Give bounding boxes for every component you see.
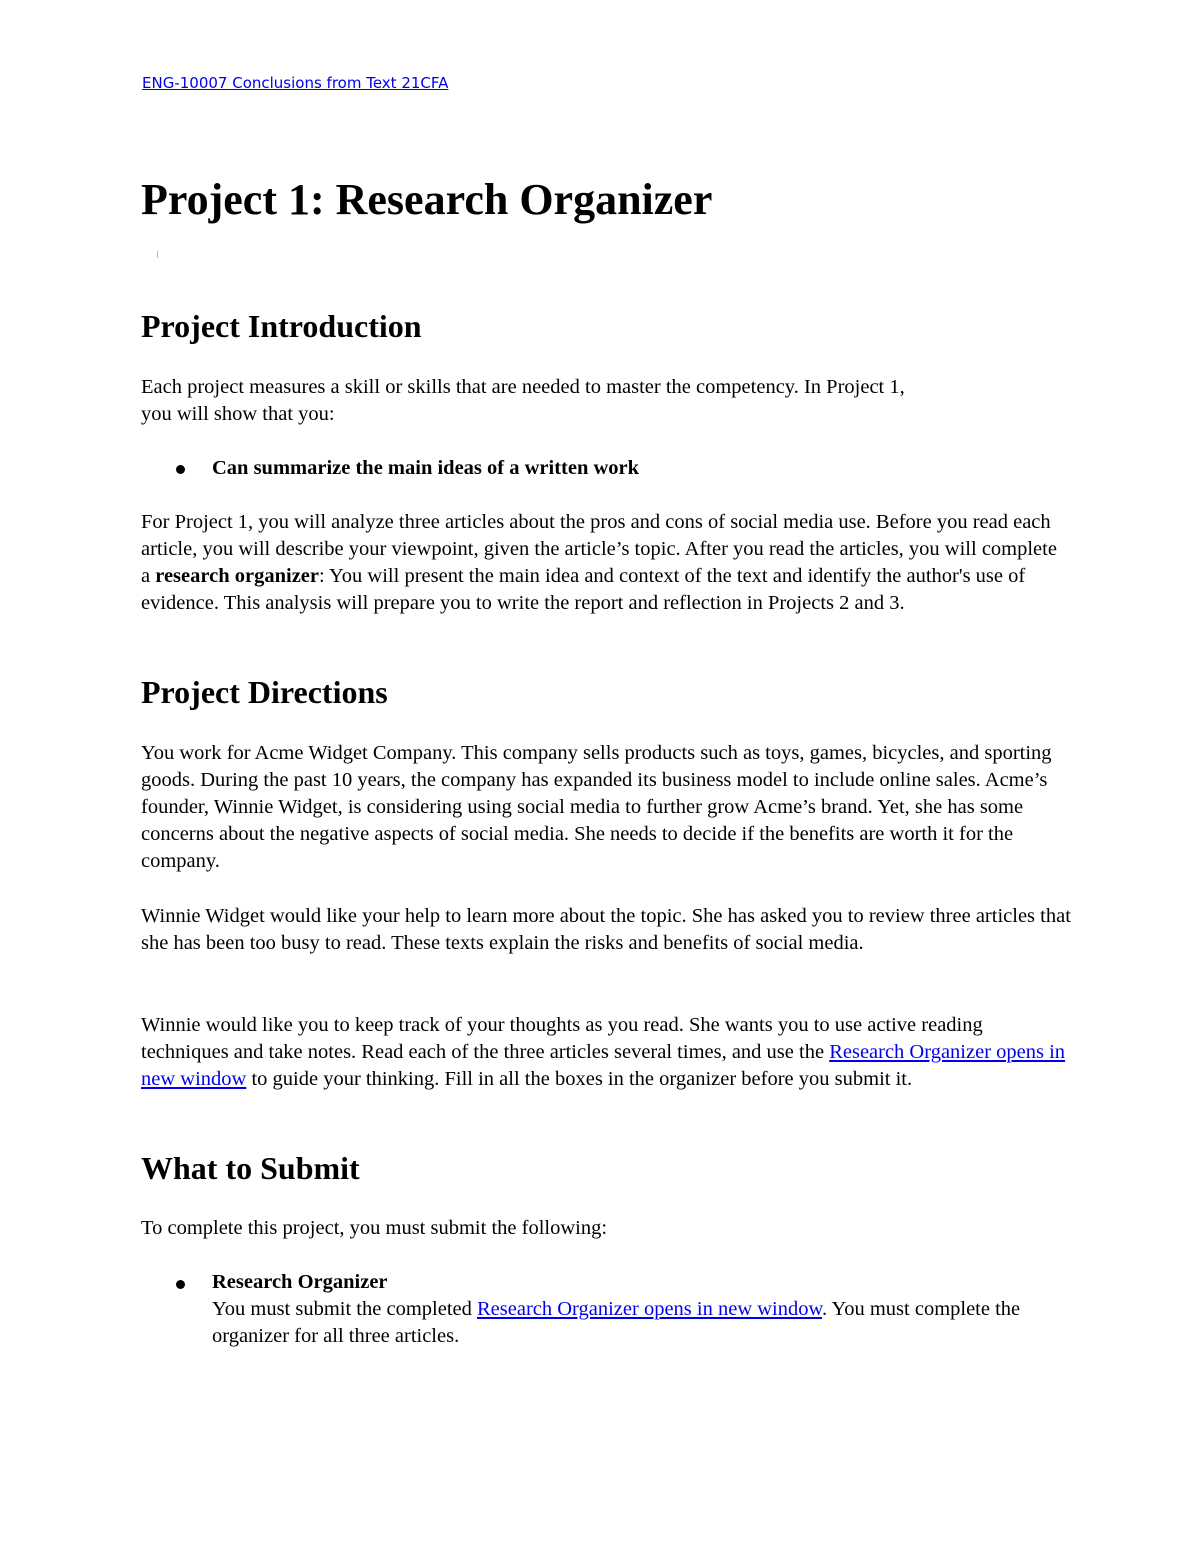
introduction-paragraph-2-text-b: : You will present the main idea and context of the text and identify the author's use of evidence. This analysis will prepare you to write the report and reflection in Projects 2 and 3. — [141, 565, 1026, 614]
research-organizer-term: research organizer — [155, 565, 319, 587]
submit-list-item — [212, 1269, 1072, 1350]
bullet-dot — [176, 1280, 185, 1289]
bullet-dot — [176, 465, 185, 474]
directions-paragraph-3-text-b: to guide your thinking. Fill in all the boxes in the organizer before you submit it. — [246, 1068, 913, 1090]
research-organizer-submit-link[interactable]: Research Organizer opens in new window — [477, 1298, 822, 1320]
submit-item-text-a: You must submit the completed — [212, 1298, 477, 1320]
introduction-paragraph-2 — [141, 509, 1071, 617]
page-title: Project 1: Research Organizer — [141, 175, 713, 224]
introduction-paragraph-1-line-2: you will show that you: — [141, 403, 335, 425]
introduction-paragraph-1 — [141, 374, 1071, 428]
cursor-mark — [157, 251, 158, 258]
submit-heading: What to Submit — [141, 1150, 360, 1186]
submit-item-text-b: . You must complete the organizer for all three articles. — [212, 1298, 1021, 1347]
submit-intro: To complete this project, you must submit the following: — [141, 1217, 608, 1239]
introduction-heading: Project Introduction — [141, 308, 422, 344]
course-header-link[interactable]: ENG-10007 Conclusions from Text 21CFA — [142, 74, 449, 92]
submit-item-title: Research Organizer — [212, 1271, 388, 1293]
introduction-paragraph-2-text-a: For Project 1, you will analyze three articles about the pros and cons of social media use. Before you read each article, you will describe your viewpoint, given the article’s topic. After you read the articles, you will complete a — [141, 511, 1057, 587]
directions-paragraph-3 — [141, 1012, 1071, 1093]
directions-paragraph-3-text-a: Winnie would like you to keep track of your thoughts as you read. She wants you to use active reading techniques and take notes. Read each of the three articles several times, and use the — [141, 1014, 983, 1063]
skill-bullet-item: Can summarize the main ideas of a written work — [212, 457, 640, 479]
research-organizer-link[interactable]: Research Organizer opens in new window — [141, 1041, 1066, 1090]
introduction-paragraph-1-line-1: Each project measures a skill or skills that are needed to master the competency. In Project 1, — [141, 376, 905, 398]
directions-heading: Project Directions — [141, 674, 388, 710]
directions-paragraph-1: You work for Acme Widget Company. This company sells products such as toys, games, bicycles, and sporting goods. During the past 10 years, the company has expanded its business model to include online sales. Acme’s founder, Winnie Widget, is considering using social media to further grow Acme’s brand. Yet, she has some concerns about the negative aspects of social media. She needs to decide if the benefits are worth it for the company. — [141, 742, 1052, 872]
directions-paragraph-2: Winnie Widget would like your help to learn more about the topic. She has asked you to review three articles that she has been too busy to read. These texts explain the risks and benefits of social media. — [141, 905, 1071, 954]
